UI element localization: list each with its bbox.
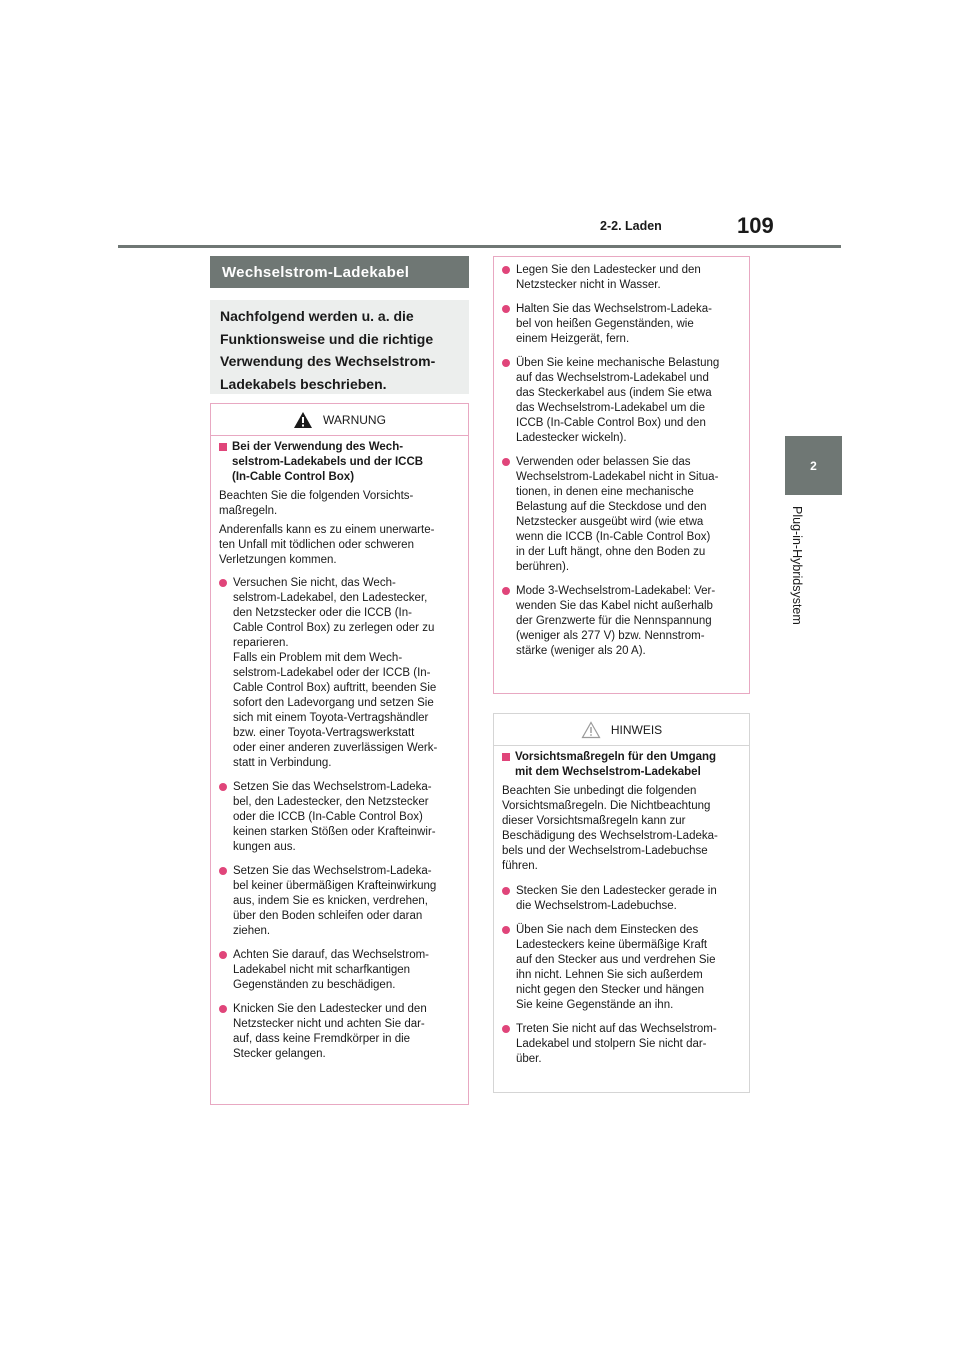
warning-paragraph: Anderenfalls kann es zu einem unerwarte- ten Unfall mit tödlichen oder schweren Verletzungen kommen.: [219, 524, 435, 566]
warning-paragraph: Beachten Sie die folgenden Vorsichts- maßregeln.: [219, 490, 414, 517]
warning-continuation-body: [494, 257, 749, 659]
bullet-dot-icon: [502, 266, 510, 274]
intro-line: Nachfolgend werden u. a. die: [220, 308, 414, 324]
note-box: [493, 713, 750, 1093]
bullet-dot-icon: [219, 1005, 227, 1013]
bullet-dot-icon: [502, 305, 510, 313]
list-item: Verwenden oder belassen Sie das Wechselstrom-Ladekabel nicht in Situa- tionen, in denen eine mechanische Belastung auf die Steckdose und den Netzstecker ausgeübt wird (wie etwa wenn die ICCB (In-Cable Control Box) in der Luft hängt, ohne den Boden zu berühren).: [502, 455, 741, 575]
warning-box: [210, 403, 469, 1105]
intro-box: [210, 300, 469, 394]
bullet-dot-icon: [502, 587, 510, 595]
note-subheading: Vorsichtsmaßregeln für den Umgang mit dem Wechselstrom-Ladekabel: [502, 750, 741, 780]
note-paragraph: Beachten Sie unbedingt die folgenden Vorsichtsmaßregeln. Die Nichtbeachtung dieser Vorsichtsmaßregeln kann zur Beschädigung des Wechselstrom-Ladeka- bels und der Wechselstrom-Ladebuchse führen.: [502, 785, 718, 872]
chapter-number: 2: [810, 458, 817, 473]
bullet-dot-icon: [219, 951, 227, 959]
list-item: Legen Sie den Ladestecker und den Netzstecker nicht in Wasser.: [502, 263, 741, 293]
section-title: Wechselstrom-Ladekabel: [210, 256, 469, 288]
list-item: Knicken Sie den Ladestecker und den Netzstecker nicht und achten Sie dar- auf, dass keine Fremdkörper in die Stecker gelangen.: [219, 1002, 460, 1062]
list-item: Üben Sie keine mechanische Belastung auf das Wechselstrom-Ladekabel und das Steckerkabel aus (indem Sie etwa das Wechselstrom-Ladekabel um die ICCB (In-Cable Control Box) und den Ladestecker wickeln).: [502, 356, 741, 446]
list-item: Mode 3-Wechselstrom-Ladekabel: Ver- wenden Sie das Kabel nicht außerhalb der Grenzwerte für die Nennspannung (weniger als 277 V) bzw. Nennstrom- stärke (weniger als 20 A).: [502, 584, 741, 659]
caution-triangle-outline-icon: [581, 721, 601, 739]
square-bullet-icon: [502, 753, 510, 761]
bullet-dot-icon: [502, 359, 510, 367]
list-item: Üben Sie nach dem Einstecken des Ladesteckers keine übermäßige Kraft auf den Stecker aus und verdrehen Sie ihn nicht. Lehnen Sie sich außerdem nicht gegen den Stecker und hängen Sie keine Gegenstände an ihn.: [502, 923, 741, 1013]
warning-header: [211, 404, 468, 436]
intro-line: Funktionsweise und die richtige: [220, 330, 434, 347]
bullet-dot-icon: [219, 867, 227, 875]
chapter-side-title: [786, 506, 806, 666]
chapter-tab[interactable]: [785, 436, 842, 495]
warning-label: WARNUNG: [323, 412, 386, 427]
page-number: 109: [737, 213, 774, 238]
square-bullet-icon: [219, 443, 227, 451]
list-item: Achten Sie darauf, das Wechselstrom- Ladekabel nicht mit scharfkantigen Gegenständen zu beschädigen.: [219, 948, 460, 993]
intro-line: Ladekabels beschrieben.: [220, 375, 387, 392]
bullet-dot-icon: [219, 783, 227, 791]
intro-line: Verwendung des Wechselstrom-: [220, 353, 436, 369]
bullet-dot-icon: [502, 458, 510, 466]
note-body: [494, 746, 749, 1067]
chapter-title-text: Plug-in-Hybridsystem: [790, 506, 804, 625]
note-label: HINWEIS: [610, 722, 663, 737]
bullet-dot-icon: [219, 579, 227, 587]
list-item: Halten Sie das Wechselstrom-Ladeka- bel von heißen Gegenständen, wie einem Heizgerät, fern.: [502, 302, 741, 347]
bullet-dot-icon: [502, 887, 510, 895]
warning-body: [211, 436, 468, 1062]
warning-continuation-box: [493, 256, 750, 694]
list-item: Stecken Sie den Ladestecker gerade in die Wechselstrom-Ladebuchse.: [502, 884, 741, 914]
bullet-dot-icon: [502, 926, 510, 934]
list-item: Versuchen Sie nicht, das Wech- selstrom-Ladekabel, den Ladestecker, den Netzstecker oder die ICCB (In- Cable Control Box) zu zerlegen oder zu reparieren. Falls ein Problem mit dem Wech- selstrom-Ladekabel oder der ICCB (In- Cable Control Box) auftritt, beenden Sie sofort den Ladevorgang und setzen Sie sich mit einem Toyota-Vertragshändler bzw. einer Toyota-Vertragswerkstatt oder einer anderen zuverlässigen Werk- statt in Verbindung.: [219, 576, 460, 771]
section-label: 2-2. Laden: [600, 219, 662, 233]
list-item: Setzen Sie das Wechselstrom-Ladeka- bel, den Ladestecker, den Netzstecker oder die ICCB (In-Cable Control Box) keinen starken Stößen oder Krafteinwir- kungen aus.: [219, 780, 460, 855]
warning-subheading: Bei der Verwendung des Wech- selstrom-Ladekabels und der ICCB (In-Cable Control Box): [219, 440, 460, 485]
warning-triangle-icon: [293, 411, 313, 429]
list-item: Setzen Sie das Wechselstrom-Ladeka- bel keiner übermäßigen Krafteinwirkung aus, indem Sie es knicken, verdrehen, über den Boden schleifen oder daran ziehen.: [219, 864, 460, 939]
list-item: Treten Sie nicht auf das Wechselstrom- Ladekabel und stolpern Sie nicht dar- über.: [502, 1022, 741, 1067]
bullet-dot-icon: [502, 1025, 510, 1033]
note-header: [494, 714, 749, 746]
header-rule: [118, 245, 841, 248]
